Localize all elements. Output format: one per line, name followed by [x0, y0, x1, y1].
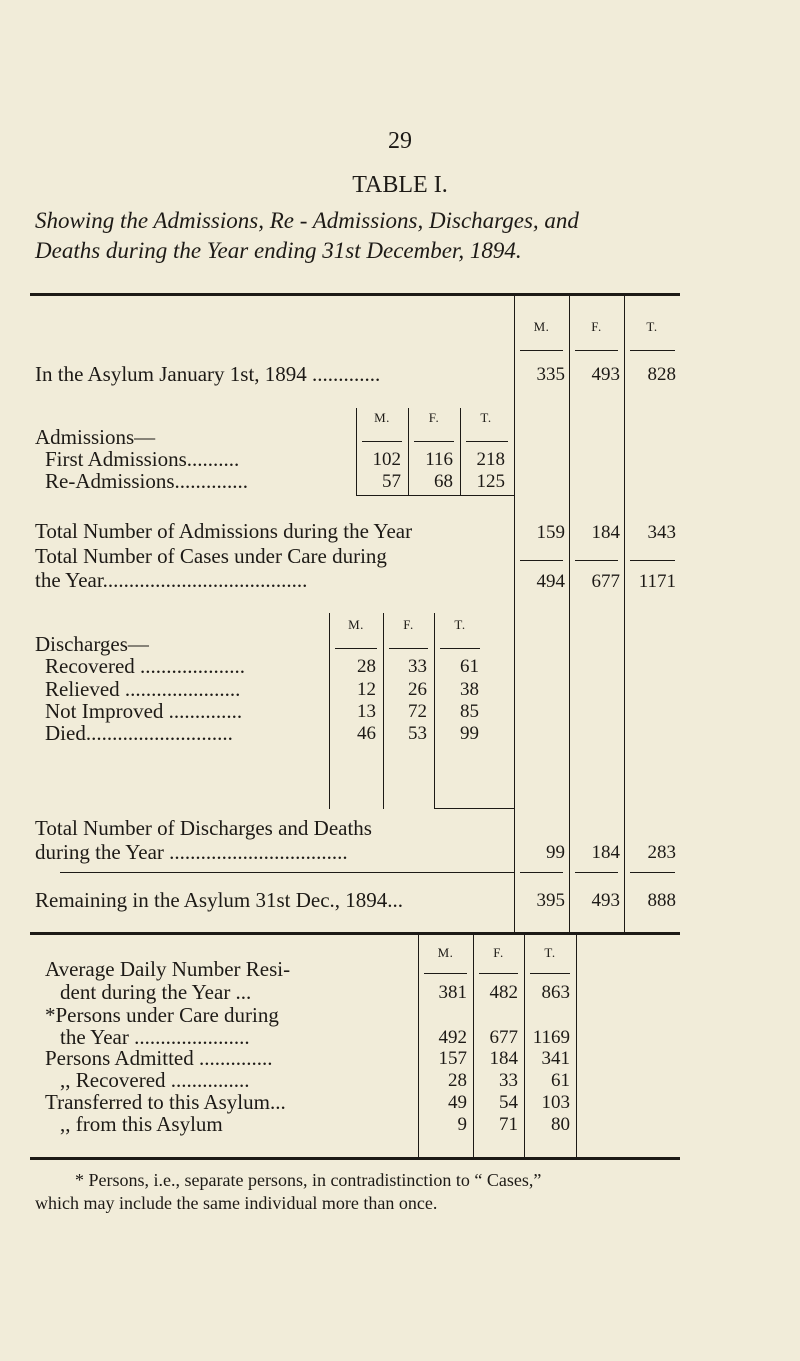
admissions-header-underline — [362, 441, 402, 442]
avg-row-f: 33 — [499, 1070, 518, 1091]
admissions-row-f: 68 — [434, 471, 453, 492]
avg-row-t: 1169 — [532, 1027, 570, 1048]
total-discharges-t: 283 — [647, 842, 676, 863]
header-underline — [630, 350, 675, 351]
avg-row-f: 54 — [499, 1092, 518, 1113]
remaining-f: 493 — [591, 890, 620, 911]
admissions-heading: Admissions— — [35, 425, 156, 449]
total-admissions-f: 184 — [591, 522, 620, 543]
total-admissions-t: 343 — [647, 522, 676, 543]
discharges-row-f: 72 — [408, 701, 427, 722]
sum-rule — [575, 872, 618, 873]
avg-row-label: Transferred to this Asylum... — [45, 1090, 286, 1114]
header-t: T. — [646, 319, 658, 334]
avg-column-divider — [418, 1115, 419, 1157]
avg-header-m: M. — [437, 945, 454, 960]
avg-row-t: 103 — [541, 1092, 570, 1113]
discharges-row-t: 61 — [460, 656, 479, 677]
avg-row-m: 9 — [457, 1114, 467, 1135]
avg-row-label: ,, from this Asylum — [60, 1112, 223, 1136]
admissions-header-underline — [466, 441, 508, 442]
avg-column-divider — [524, 1115, 525, 1157]
total-cases-m: 494 — [536, 571, 565, 592]
avg-row-label-line2: the Year ...................... — [60, 1025, 250, 1049]
header-f: F. — [591, 319, 602, 334]
avg-row-m: 28 — [448, 1070, 467, 1091]
total-discharges-label-line2: during the Year .................................. — [35, 840, 348, 864]
avg-row-t: 61 — [551, 1070, 570, 1091]
discharges-row-m: 46 — [357, 723, 376, 744]
total-cases-f: 677 — [591, 571, 620, 592]
in-asylum-t: 828 — [647, 364, 676, 385]
admissions-row-label: Re-Admissions.............. — [45, 469, 249, 493]
sum-rule — [630, 560, 675, 561]
avg-row-label-line1: *Persons under Care during — [45, 1003, 279, 1027]
discharges-row-t: 85 — [460, 701, 479, 722]
total-admissions-label: Total Number of Admissions during the Year — [35, 519, 413, 543]
remaining-m: 395 — [536, 890, 565, 911]
footnote-line1: * Persons, i.e., separate persons, in contradistinction to “ Cases,” — [75, 1170, 542, 1190]
total-discharges-f: 184 — [591, 842, 620, 863]
discharges-row-label: Not Improved .............. — [45, 699, 243, 723]
avg-row-t: 341 — [541, 1048, 570, 1069]
table-subtitle-line1: Showing the Admissions, Re - Admissions, Discharges, and — [35, 208, 579, 233]
remaining-top-rule — [60, 872, 514, 873]
avg-header-t: T. — [544, 945, 556, 960]
in-asylum-label: In the Asylum January 1st, 1894 ............. — [35, 362, 381, 386]
discharges-row-label: Relieved ...................... — [45, 677, 241, 701]
discharges-row-t: 38 — [460, 679, 479, 700]
discharges-row-m: 12 — [357, 679, 376, 700]
in-asylum-m: 335 — [536, 364, 565, 385]
discharges-header-m: M. — [348, 617, 364, 632]
sum-rule — [630, 872, 675, 873]
admissions-header-f: F. — [428, 410, 440, 425]
sum-rule — [575, 560, 618, 561]
avg-column-divider — [576, 935, 577, 1115]
avg-column-divider — [576, 1115, 577, 1157]
discharges-row-label: Died............................ — [45, 721, 233, 745]
avg-row-m: 157 — [438, 1048, 467, 1069]
in-asylum-f: 493 — [591, 364, 620, 385]
main-column-divider — [569, 796, 570, 932]
discharges-header-t: T. — [454, 617, 466, 632]
admissions-row-label: First Admissions.......... — [45, 447, 240, 471]
discharges-header-underline — [440, 648, 480, 649]
avg-row-f: 184 — [489, 1048, 518, 1069]
admissions-header-m: M. — [374, 410, 390, 425]
discharges-header-underline — [335, 648, 377, 649]
discharges-row-f: 33 — [408, 656, 427, 677]
total-cases-label-line1: Total Number of Cases under Care during — [35, 544, 387, 568]
admissions-row-t: 218 — [476, 449, 505, 470]
avg-row-m: 381 — [438, 982, 467, 1003]
avg-row-t: 80 — [551, 1114, 570, 1135]
discharges-header-f: F. — [403, 617, 414, 632]
avg-row-f: 677 — [489, 1027, 518, 1048]
avg-row-m: 492 — [438, 1027, 467, 1048]
avg-row-t: 863 — [541, 982, 570, 1003]
discharges-row-m: 28 — [357, 656, 376, 677]
footnote-line2: which may include the same individual more than once. — [35, 1193, 438, 1213]
table-subtitle-line2: Deaths during the Year ending 31st December, 1894. — [35, 238, 522, 263]
admissions-row-m: 102 — [372, 449, 401, 470]
table-title: TABLE I. — [352, 172, 448, 198]
sum-rule — [520, 872, 563, 873]
avg-row-f: 71 — [499, 1114, 518, 1135]
admissions-header-t: T. — [480, 410, 492, 425]
discharges-row-label: Recovered .................... — [45, 654, 246, 678]
main-column-divider — [624, 796, 625, 932]
admissions-header-underline — [414, 441, 454, 442]
discharges-row-f: 53 — [408, 723, 427, 744]
avg-header-underline — [530, 973, 570, 974]
discharges-header-underline — [389, 648, 428, 649]
total-discharges-label-line1: Total Number of Discharges and Deaths — [35, 816, 372, 840]
remaining-label: Remaining in the Asylum 31st Dec., 1894... — [35, 888, 404, 912]
page-number: 29 — [388, 128, 412, 154]
total-cases-t: 1171 — [638, 571, 676, 592]
header-underline — [575, 350, 618, 351]
avg-header-f: F. — [493, 945, 504, 960]
top-rule — [30, 293, 680, 296]
remaining-t: 888 — [647, 890, 676, 911]
main-column-divider — [514, 796, 515, 932]
avg-row-f: 482 — [489, 982, 518, 1003]
admissions-bottom-rule — [356, 495, 514, 496]
total-cases-label-line2: the Year....................................... — [35, 568, 308, 592]
discharges-row-t: 99 — [460, 723, 479, 744]
middle-rule — [30, 932, 680, 935]
total-discharges-m: 99 — [546, 842, 565, 863]
admissions-row-f: 116 — [425, 449, 453, 470]
avg-row-label: Persons Admitted .............. — [45, 1046, 273, 1070]
header-underline — [520, 350, 563, 351]
discharges-heading: Discharges— — [35, 632, 149, 656]
bottom-rule — [30, 1157, 680, 1160]
discharges-bottom-rule — [434, 808, 514, 809]
avg-row-label-line2: dent during the Year ... — [60, 980, 252, 1004]
avg-row-m: 49 — [448, 1092, 467, 1113]
header-m: M. — [533, 319, 550, 334]
discharges-row-m: 13 — [357, 701, 376, 722]
avg-column-divider — [473, 1115, 474, 1157]
admissions-row-m: 57 — [382, 471, 401, 492]
total-admissions-m: 159 — [536, 522, 565, 543]
admissions-row-t: 125 — [476, 471, 505, 492]
avg-row-label: ,, Recovered ............... — [60, 1068, 250, 1092]
sum-rule — [520, 560, 563, 561]
discharges-row-f: 26 — [408, 679, 427, 700]
avg-header-underline — [424, 973, 467, 974]
avg-header-underline — [479, 973, 518, 974]
avg-row-label-line1: Average Daily Number Resi- — [45, 957, 291, 981]
